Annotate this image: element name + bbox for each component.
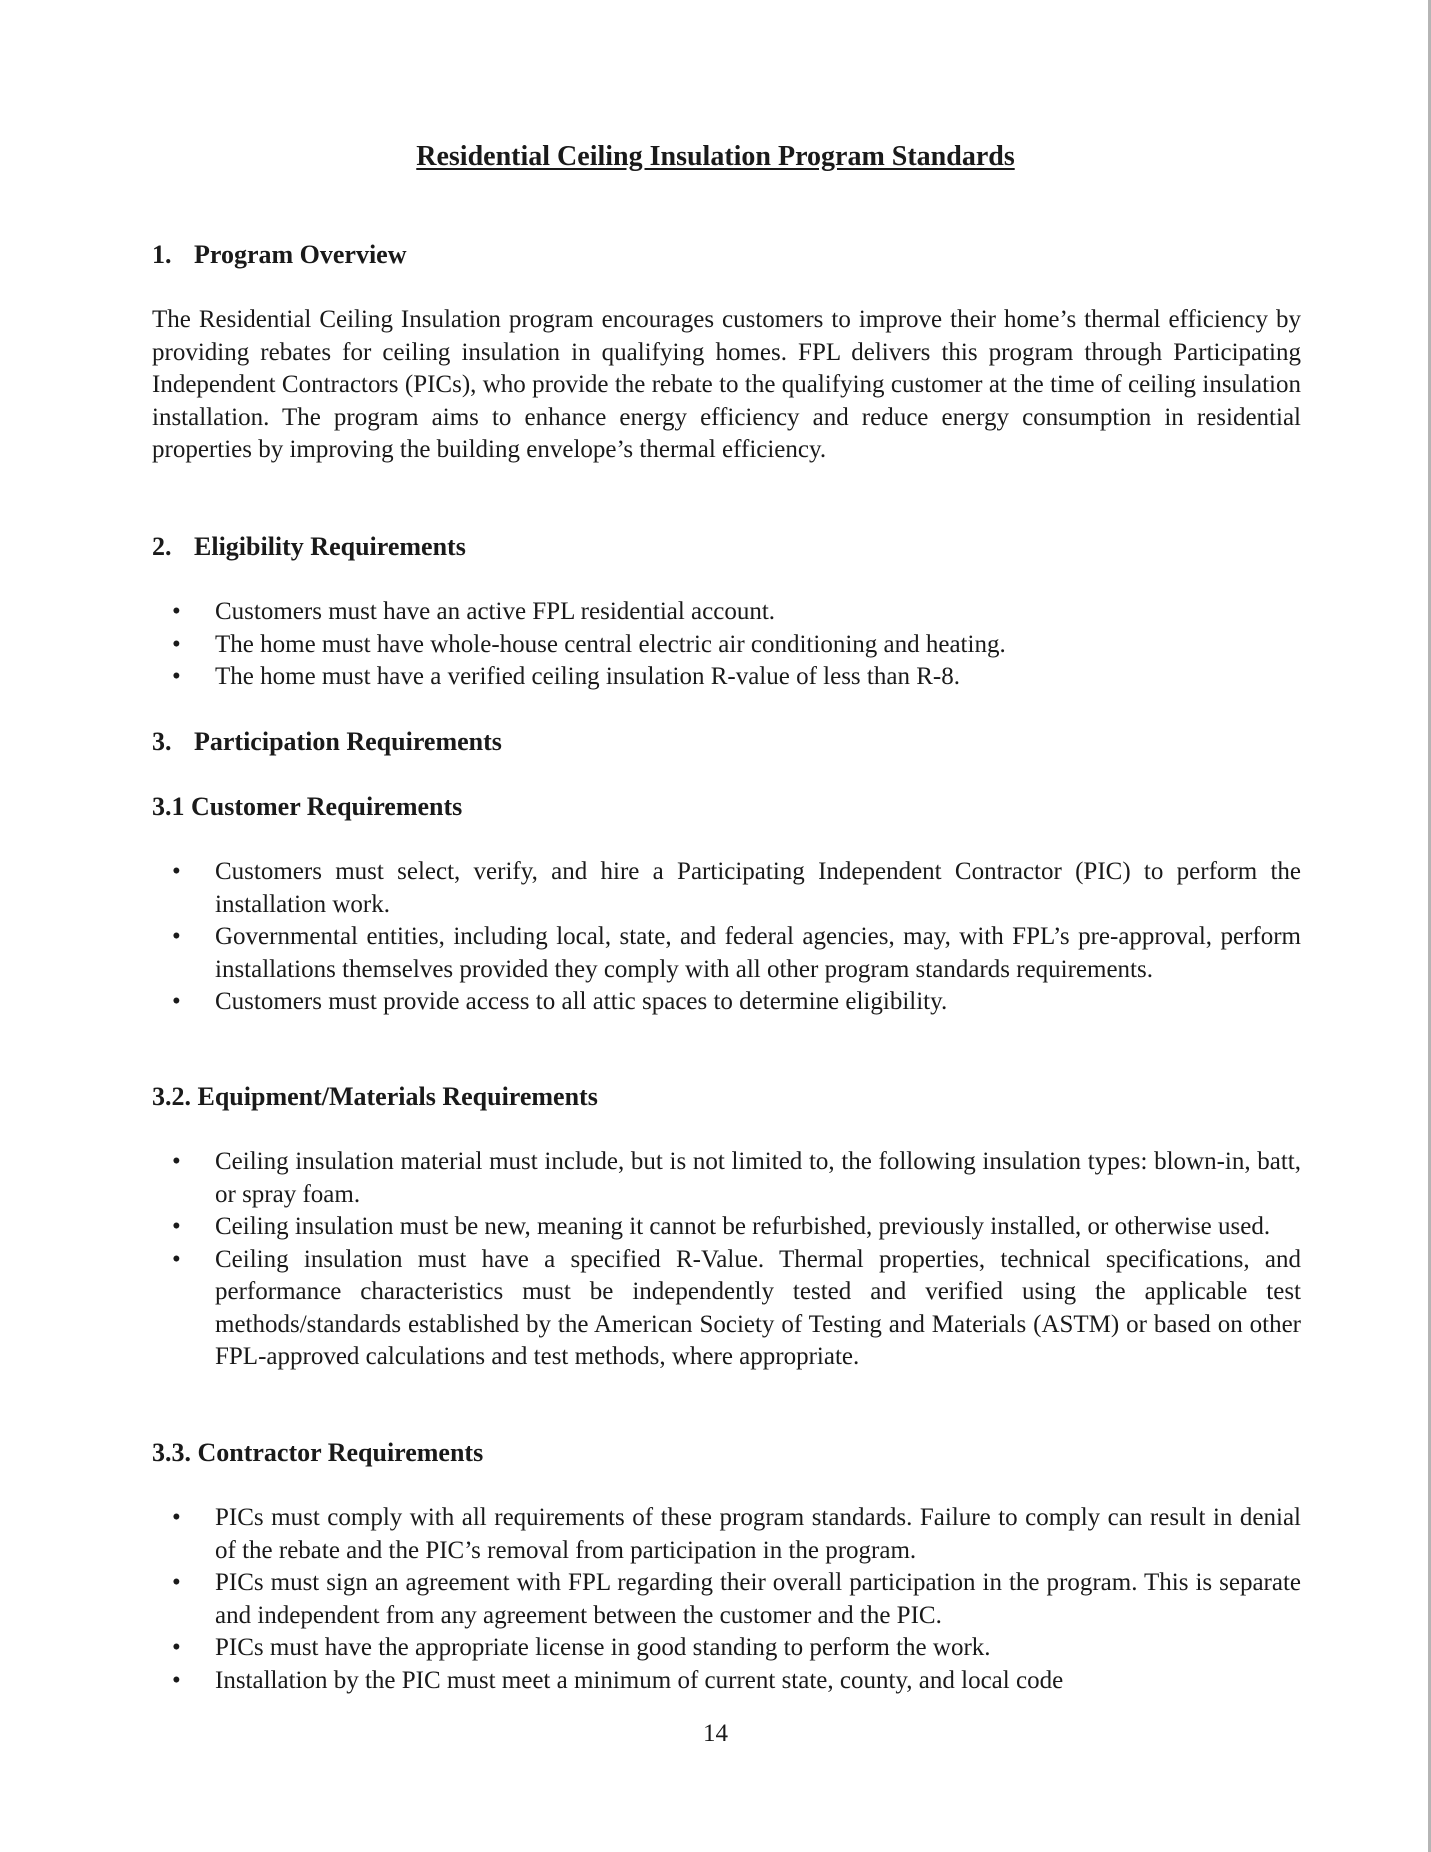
bullet-icon: • bbox=[172, 1504, 181, 1531]
eligibility-list bbox=[152, 596, 1301, 694]
bullet-icon: • bbox=[172, 1634, 181, 1661]
bullet-icon: • bbox=[172, 630, 181, 658]
section-number: 3. bbox=[152, 727, 172, 756]
bullet-icon: • bbox=[172, 1213, 181, 1240]
list-item-text: Ceiling insulation material must include, but is not limited to, the following insulation types: blown-in, batt, or spray foam. bbox=[215, 1148, 1301, 1208]
list-item bbox=[152, 921, 1301, 986]
list-item-text: PICs must sign an agreement with FPL regarding their overall participation in the program. This is separate and independent from any agreement between the customer and the PIC. bbox=[215, 1569, 1301, 1629]
bullet-icon: • bbox=[172, 1666, 181, 1694]
bullet-icon: • bbox=[172, 598, 181, 625]
customer-requirements-list bbox=[152, 856, 1301, 1019]
list-item bbox=[152, 856, 1301, 921]
list-item bbox=[152, 1665, 1301, 1698]
overview-paragraph: The Residential Ceiling Insulation program encourages customers to improve their home’s thermal efficiency by providing rebates for ceiling insulation in qualifying homes. FPL delivers this program through Participating Independent Contractors (PICs), who provide the rebate to the qualifying customer at the time of ceiling insulation installation. The program aims to enhance energy efficiency and reduce energy consumption in residential properties by improving the building envelope’s thermal efficiency. bbox=[152, 306, 1301, 463]
section-heading-text: Program Overview bbox=[194, 240, 407, 269]
section-heading-customer: 3.1 Customer Requirements bbox=[152, 792, 463, 821]
bullet-icon: • bbox=[172, 663, 181, 690]
list-item bbox=[152, 1567, 1301, 1632]
list-item bbox=[152, 661, 1301, 694]
section-number: 1. bbox=[152, 240, 172, 269]
section-heading-text: Participation Requirements bbox=[194, 727, 502, 756]
list-item bbox=[152, 1502, 1301, 1567]
section-heading-eligibility bbox=[152, 532, 466, 562]
list-item-text: Ceiling insulation must be new, meaning it cannot be refurbished, previously installed, or otherwise used. bbox=[215, 1213, 1271, 1240]
list-item-text: PICs must have the appropriate license in good standing to perform the work. bbox=[215, 1634, 991, 1661]
section-heading-overview bbox=[152, 240, 407, 270]
section-heading-participation bbox=[152, 727, 502, 757]
list-item-text: Installation by the PIC must meet a minimum of current state, county, and local code bbox=[215, 1666, 1064, 1694]
section-heading-equipment: 3.2. Equipment/Materials Requirements bbox=[152, 1082, 598, 1111]
list-item bbox=[152, 1211, 1301, 1244]
contractor-requirements-list bbox=[152, 1502, 1301, 1697]
list-item-text: The home must have whole-house central electric air conditioning and heating. bbox=[215, 630, 1006, 658]
list-item bbox=[152, 629, 1301, 662]
section-number: 2. bbox=[152, 532, 172, 561]
document-title: Residential Ceiling Insulation Program Standards bbox=[416, 141, 1015, 172]
list-item-text: The home must have a verified ceiling insulation R-value of less than R-8. bbox=[215, 663, 960, 690]
list-item bbox=[152, 1244, 1301, 1374]
list-item bbox=[152, 1632, 1301, 1665]
list-item-text: Customers must select, verify, and hire a Participating Independent Contractor (PIC) to perform the installation work. bbox=[215, 858, 1301, 918]
list-item-text: Governmental entities, including local, state, and federal agencies, may, with FPL’s pre-approval, perform installations themselves provided they comply with all other program standards requirements. bbox=[215, 923, 1301, 983]
bullet-icon: • bbox=[172, 988, 181, 1015]
bullet-icon: • bbox=[172, 1148, 181, 1175]
section-heading-text: Eligibility Requirements bbox=[194, 532, 466, 561]
equipment-requirements-list bbox=[152, 1146, 1301, 1374]
bullet-icon: • bbox=[172, 858, 181, 885]
list-item bbox=[152, 596, 1301, 629]
bullet-icon: • bbox=[172, 1569, 181, 1596]
list-item-text: Customers must have an active FPL residential account. bbox=[215, 598, 776, 625]
section-heading-contractor: 3.3. Contractor Requirements bbox=[152, 1438, 484, 1467]
page-number: 14 bbox=[703, 1720, 728, 1747]
list-item-text: PICs must comply with all requirements of these program standards. Failure to comply can result in denial of the rebate and the PIC’s removal from participation in the program. bbox=[215, 1504, 1301, 1564]
list-item bbox=[152, 986, 1301, 1019]
list-item-text: Customers must provide access to all attic spaces to determine eligibility. bbox=[215, 988, 948, 1015]
bullet-icon: • bbox=[172, 1245, 181, 1273]
list-item bbox=[152, 1146, 1301, 1211]
list-item-text: Ceiling insulation must have a specified R-Value. Thermal properties, technical specifications, and performance characteristics must be independently tested and verified using the applicable test methods/standards established by the American Society of Testing and Materials (ASTM) or based on other FPL-approved calculations and test methods, where appropriate. bbox=[215, 1245, 1301, 1370]
bullet-icon: • bbox=[172, 923, 181, 950]
